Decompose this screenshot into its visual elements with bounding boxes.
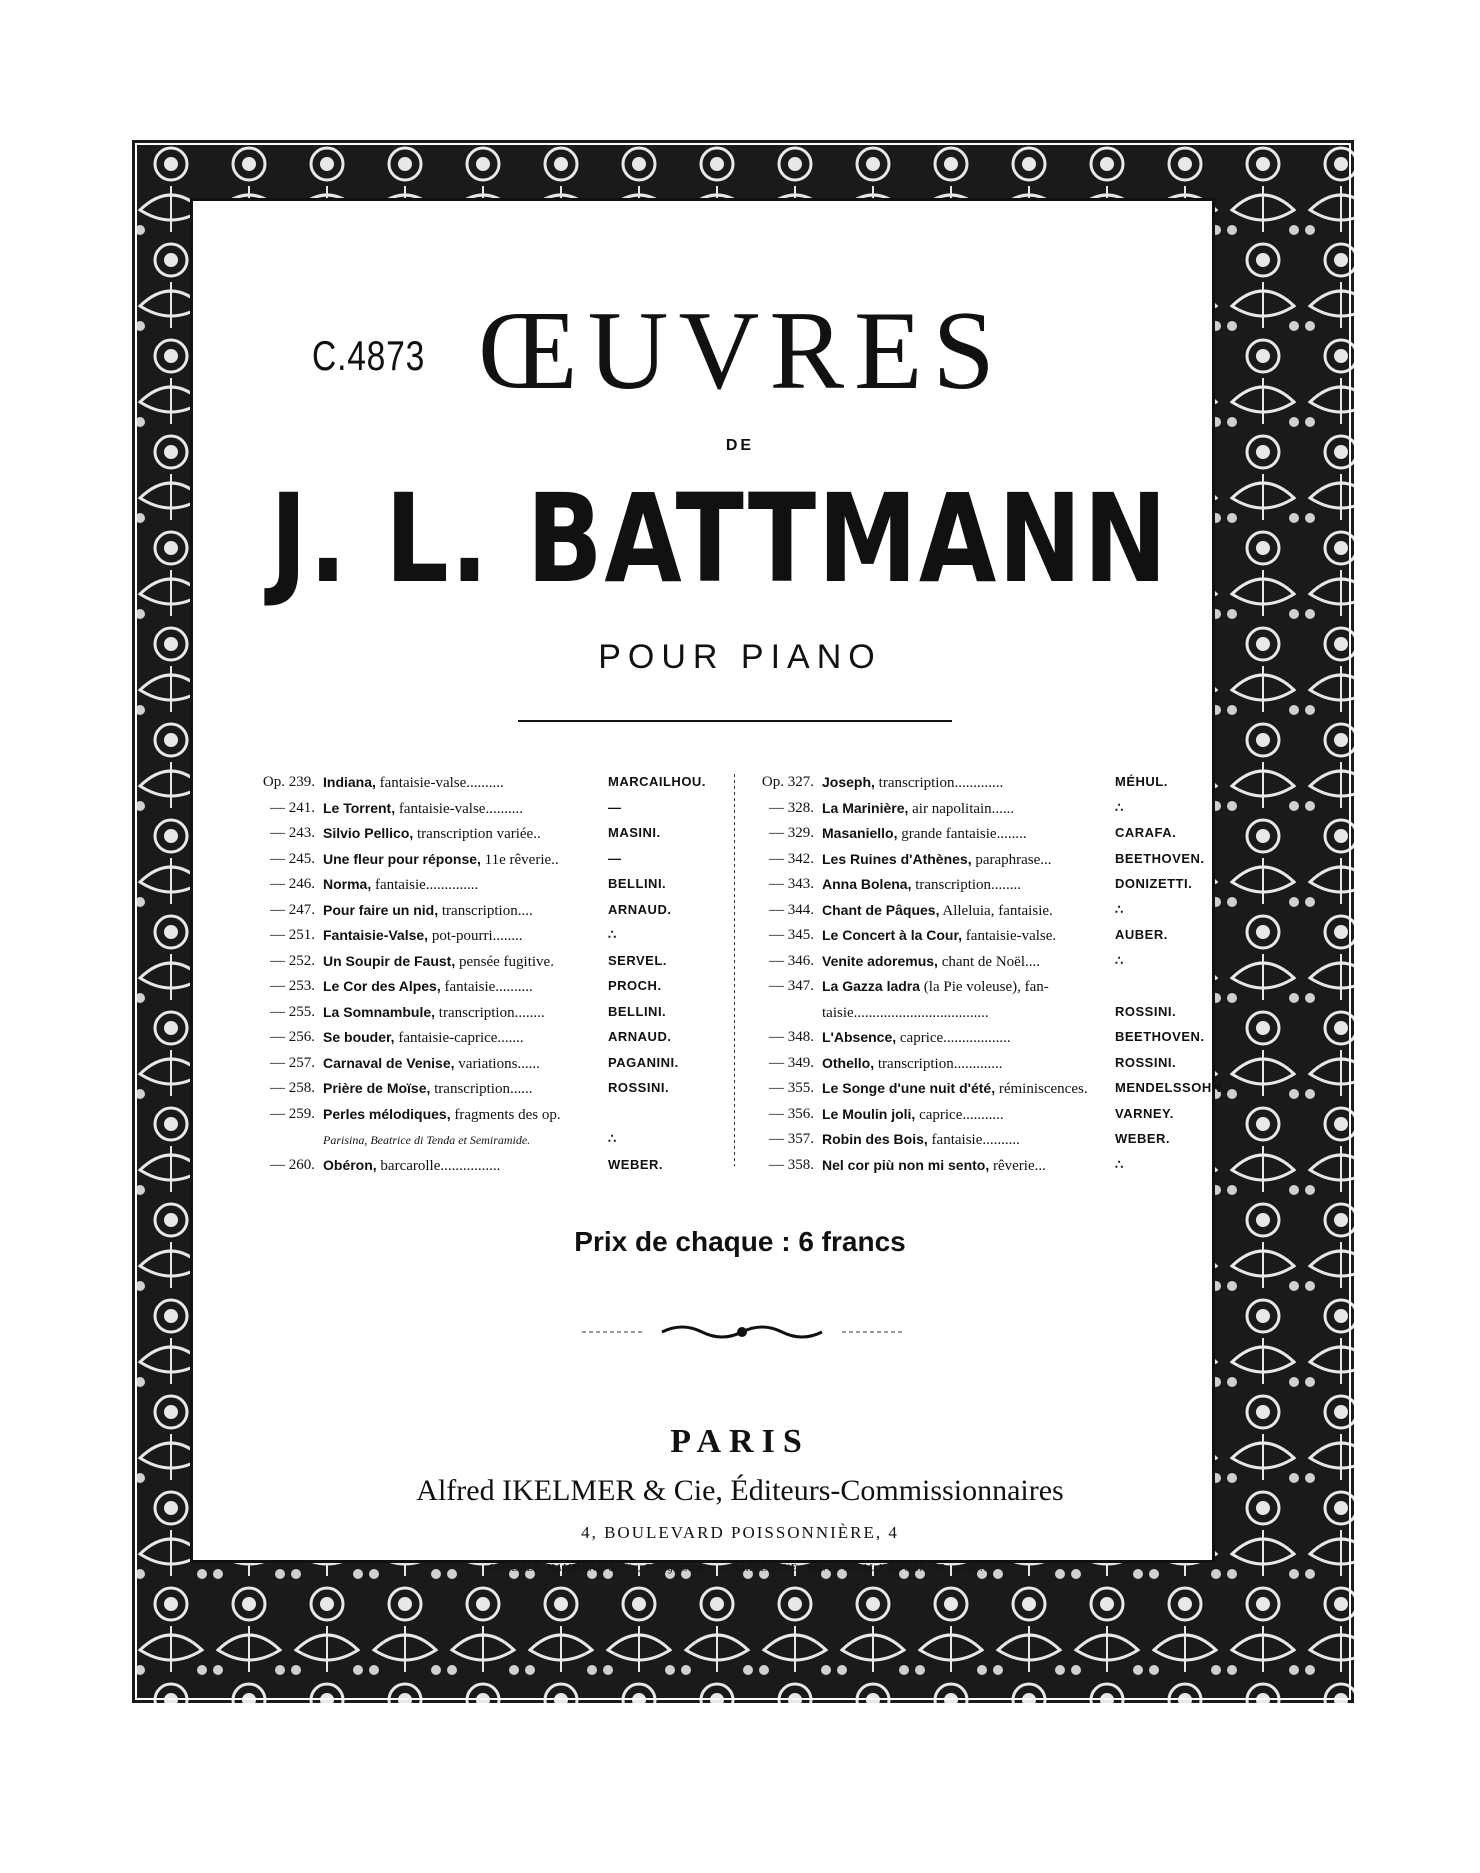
work-title (822, 949, 1115, 975)
work-title-main: Masaniello, (822, 825, 898, 841)
opus-number: — 246. (270, 876, 315, 892)
work-title-main: Un Soupir de Faust, (323, 952, 456, 969)
work-composer: ∴ (1115, 1156, 1124, 1172)
work-composer: ROSSINI. (1115, 1054, 1177, 1070)
work-title-main: Robin des Bois, (822, 1131, 928, 1147)
work-title-main: Une fleur pour réponse, (323, 850, 481, 867)
work-title-detail: transcription........ (435, 1004, 545, 1021)
work-composer: ∴ (608, 927, 617, 942)
work-row (243, 974, 728, 1000)
opus-number: — 258. (270, 1080, 315, 1096)
work-title-main: Carnaval de Venise, (323, 1054, 455, 1071)
work-composer: ∴ (1115, 952, 1124, 968)
work-row (243, 923, 728, 949)
opus-number: — 345. (769, 927, 814, 943)
work-title-detail: transcription............. (874, 775, 1004, 791)
opus-number: — 346. (769, 952, 814, 969)
work-title-main: Indiana, (323, 774, 376, 790)
work-composer: BELLINI. (608, 876, 667, 891)
work-row (742, 796, 1250, 822)
column-separator (734, 774, 735, 1166)
work-composer: MENDELSSOHN. (1115, 1080, 1226, 1095)
opus-number: — 342. (769, 850, 814, 867)
opus-number: — 247. (270, 901, 315, 918)
work-title-detail: variations...... (454, 1055, 540, 1072)
work-title-main: Le Torrent, (323, 799, 396, 816)
work-title (822, 847, 1115, 873)
work-title (323, 821, 608, 847)
opus-number: — 257. (270, 1054, 315, 1071)
work-title (323, 974, 608, 1000)
work-composer: BEETHOVEN. (1115, 1029, 1205, 1044)
work-title (323, 1127, 608, 1153)
work-composer: — (608, 799, 622, 815)
work-row (742, 1051, 1250, 1077)
work-title-detail: caprice........... (915, 1106, 1004, 1123)
work-composer: PROCH. (608, 978, 662, 993)
work-title-detail: taisie.................................... (822, 1004, 989, 1021)
opus-number: Op. 239. (262, 774, 315, 790)
works-list-left (243, 770, 728, 1178)
work-row (243, 1127, 728, 1153)
work-composer: — (608, 850, 622, 866)
work-row (742, 974, 1250, 1000)
work-title (323, 872, 608, 898)
work-title-detail: fantaisie-valse. (962, 928, 1057, 944)
work-composer: CARAFA. (1115, 825, 1177, 840)
imprint-publisher: Alfred IKELMER & Cie, Éditeurs-Commissionnaires (416, 1474, 1064, 1507)
title-preposition: DE (725, 437, 755, 454)
work-title (323, 847, 608, 873)
work-row (243, 872, 728, 898)
work-title (822, 770, 1115, 796)
work-composer: MARCAILHOU. (608, 774, 706, 789)
opus-number: — 329. (769, 825, 814, 841)
work-row (742, 1153, 1250, 1179)
work-title-detail: rêverie... (989, 1157, 1046, 1174)
opus-number: — 358. (769, 1156, 814, 1173)
work-row (243, 1153, 728, 1179)
work-composer: WEBER. (1115, 1131, 1170, 1146)
imprint-city: PARIS (670, 1423, 810, 1460)
work-row (243, 898, 728, 924)
imprint-address: 4, BOULEVARD POISSONNIÈRE, 4 (581, 1523, 899, 1542)
work-composer: DONIZETTI. (1115, 876, 1193, 891)
work-title (323, 1102, 608, 1128)
work-title-detail: fantaisie.............. (371, 877, 479, 893)
work-composer: PAGANINI. (608, 1054, 679, 1070)
work-row (243, 796, 728, 822)
opus-number: — 255. (270, 1003, 315, 1020)
work-title-main: La Gazza ladra (822, 978, 921, 994)
work-row (742, 1025, 1250, 1051)
work-title (323, 1153, 608, 1179)
work-title-detail: transcription.... (438, 902, 533, 919)
work-title (822, 1102, 1115, 1128)
price-line: Prix de chaque : 6 francs (574, 1226, 906, 1257)
opus-number: — 256. (270, 1029, 315, 1045)
work-title-detail: fantaisie-valse.......... (395, 800, 523, 817)
work-composer: ARNAUD. (608, 1029, 672, 1044)
work-row (243, 949, 728, 975)
page-title: ŒUVRES (478, 289, 1005, 413)
work-title (323, 1051, 608, 1077)
work-row (243, 821, 728, 847)
opus-number (243, 1127, 323, 1153)
work-composer: ROSSINI. (1115, 1003, 1177, 1019)
work-title (323, 923, 608, 949)
work-title-detail: pot-pourri........ (428, 928, 523, 944)
work-title-detail: Alleluia, fantaisie. (939, 902, 1053, 919)
work-title-main: La Marinière, (822, 799, 909, 816)
work-title-main: Obéron, (323, 1156, 377, 1173)
opus-number (742, 1000, 822, 1026)
opus-number: — 349. (769, 1054, 814, 1071)
opus-number: — 245. (270, 850, 315, 867)
work-title-detail: fragments des op. (450, 1106, 561, 1123)
work-title-main: Venite adoremus, (822, 952, 938, 969)
work-title (822, 923, 1115, 949)
work-title (323, 1000, 608, 1026)
opus-number: — 252. (270, 952, 315, 969)
work-title (323, 1076, 608, 1102)
work-title-detail: paraphrase... (971, 851, 1052, 868)
work-title (323, 898, 608, 924)
work-composer: SERVEL. (608, 952, 667, 968)
work-row (243, 847, 728, 873)
works-list-right (742, 770, 1250, 1178)
work-title (822, 974, 1115, 1000)
work-title-detail: chant de Noël.... (937, 953, 1040, 970)
work-composer: ARNAUD. (608, 901, 672, 917)
opus-number: — 356. (769, 1105, 814, 1122)
work-title-main: Se bouder, (323, 1029, 395, 1045)
work-title-main: Fantaisie-Valse, (323, 927, 429, 943)
work-title (822, 898, 1115, 924)
work-row (243, 1025, 728, 1051)
work-row (243, 1076, 728, 1102)
work-composer: VARNEY. (1115, 1105, 1174, 1121)
work-title (822, 821, 1115, 847)
work-title-detail: (la Pie voleuse), fan- (920, 979, 1049, 995)
opus-number: — 241. (270, 799, 315, 816)
opus-number: — 344. (769, 901, 814, 918)
work-row (742, 847, 1250, 873)
work-title-main: Chant de Pâques, (822, 901, 940, 918)
imprint-foreign-agents: LONDRES, HAMMOND & Cie, 5, Vigo street. — BARCELONE, Andrés VIDAL Y ROGER, 25, calle ... (489, 1563, 991, 1574)
work-title-main: Silvio Pellico, (323, 825, 414, 841)
work-title-detail: grande fantaisie........ (897, 826, 1027, 842)
work-row (742, 1102, 1250, 1128)
opus-number: — 347. (769, 978, 814, 994)
work-title (822, 796, 1115, 822)
work-title-main: Anna Bolena, (822, 876, 912, 892)
work-title-main: La Somnambule, (323, 1003, 436, 1020)
work-title (822, 1025, 1115, 1051)
work-title-main: Le Moulin joli, (822, 1105, 916, 1122)
work-title (323, 796, 608, 822)
work-composer: ∴ (608, 1131, 617, 1146)
work-composer: BELLINI. (608, 1003, 667, 1019)
work-title-main: Pour faire un nid, (323, 901, 439, 918)
work-title-main: Nel cor più non mi sento, (822, 1156, 990, 1173)
work-title-detail: pensée fugitive. (455, 953, 554, 970)
work-title (822, 1076, 1115, 1102)
work-row (742, 872, 1250, 898)
work-title-detail: transcription...... (430, 1081, 533, 1097)
work-title (822, 1153, 1115, 1179)
work-title (822, 1000, 1115, 1026)
work-title (323, 1025, 608, 1051)
work-composer: WEBER. (608, 1156, 663, 1172)
shelf-mark: C.4873 (312, 332, 426, 379)
work-title-detail: fantaisie-valse.......... (375, 775, 504, 791)
work-row (742, 898, 1250, 924)
work-composer: ∴ (1115, 799, 1124, 815)
opus-number: — 260. (270, 1156, 315, 1173)
work-title-main: Les Ruines d'Athènes, (822, 850, 972, 867)
opus-number: — 355. (769, 1080, 814, 1096)
work-title-detail: réminiscences. (995, 1081, 1088, 1097)
composer-name: J. L. BATTMANN (270, 468, 1169, 610)
work-title-detail: transcription........ (911, 877, 1022, 893)
work-composer (1115, 974, 1250, 1000)
opus-number: — 253. (270, 978, 315, 994)
work-title-main: Le Cor des Alpes, (323, 978, 441, 994)
work-row (742, 1127, 1250, 1153)
divider-rule (518, 720, 952, 722)
work-title-detail: fantaisie.......... (927, 1132, 1020, 1148)
instrument-subtitle: POUR PIANO (598, 638, 882, 676)
work-title-detail: transcription variée.. (413, 826, 541, 842)
work-row (742, 821, 1250, 847)
work-title-detail: 11e rêverie.. (480, 851, 559, 868)
work-title-main: Othello, (822, 1054, 875, 1071)
work-title-detail: air napolitain...... (908, 800, 1015, 817)
work-title (323, 949, 608, 975)
work-title-detail: fantaisie-caprice....... (394, 1030, 524, 1046)
opus-number: Op. 327. (761, 774, 814, 790)
work-title (323, 770, 608, 796)
work-composer: BEETHOVEN. (1115, 850, 1205, 866)
work-composer: MÉHUL. (1115, 774, 1168, 789)
work-title-main: Perles mélodiques, (323, 1105, 451, 1122)
work-title-main: Prière de Moïse, (323, 1080, 431, 1096)
work-row (742, 1076, 1250, 1102)
work-title-main: Le Concert à la Cour, (822, 927, 963, 943)
work-composer: ROSSINI. (608, 1080, 670, 1095)
work-title (822, 1051, 1115, 1077)
opus-number: — 259. (270, 1105, 315, 1122)
work-title-main: L'Absence, (822, 1029, 897, 1045)
work-title-main: Joseph, (822, 774, 875, 790)
opus-number: — 251. (270, 927, 315, 943)
opus-number: — 343. (769, 876, 814, 892)
work-title-main: Le Songe d'une nuit d'été, (822, 1080, 996, 1096)
work-title-detail: caprice.................. (896, 1030, 1011, 1046)
work-subtitle: Parisina, Beatrice di Tenda et Semiramide. (323, 1133, 531, 1147)
opus-number: — 243. (270, 825, 315, 841)
work-row (243, 1051, 728, 1077)
work-title-detail: transcription............. (874, 1055, 1003, 1072)
opus-number: — 348. (769, 1029, 814, 1045)
work-row (742, 923, 1250, 949)
work-composer: MASINI. (608, 825, 661, 840)
work-title-detail: fantaisie.......... (440, 979, 533, 995)
work-composer: ∴ (1115, 901, 1124, 917)
work-title (822, 1127, 1115, 1153)
work-row (243, 770, 728, 796)
work-composer (608, 1102, 728, 1128)
work-row (243, 1102, 728, 1128)
work-title-detail: barcarolle................ (376, 1157, 501, 1174)
work-composer: AUBER. (1115, 927, 1168, 942)
flourish-ornament (582, 1322, 902, 1342)
work-row (243, 1000, 728, 1026)
work-row (742, 770, 1250, 796)
work-row (742, 949, 1250, 975)
work-row (742, 1000, 1250, 1026)
opus-number: — 328. (769, 799, 814, 816)
opus-number: — 357. (769, 1131, 814, 1147)
work-title-main: Norma, (323, 876, 372, 892)
work-title (822, 872, 1115, 898)
